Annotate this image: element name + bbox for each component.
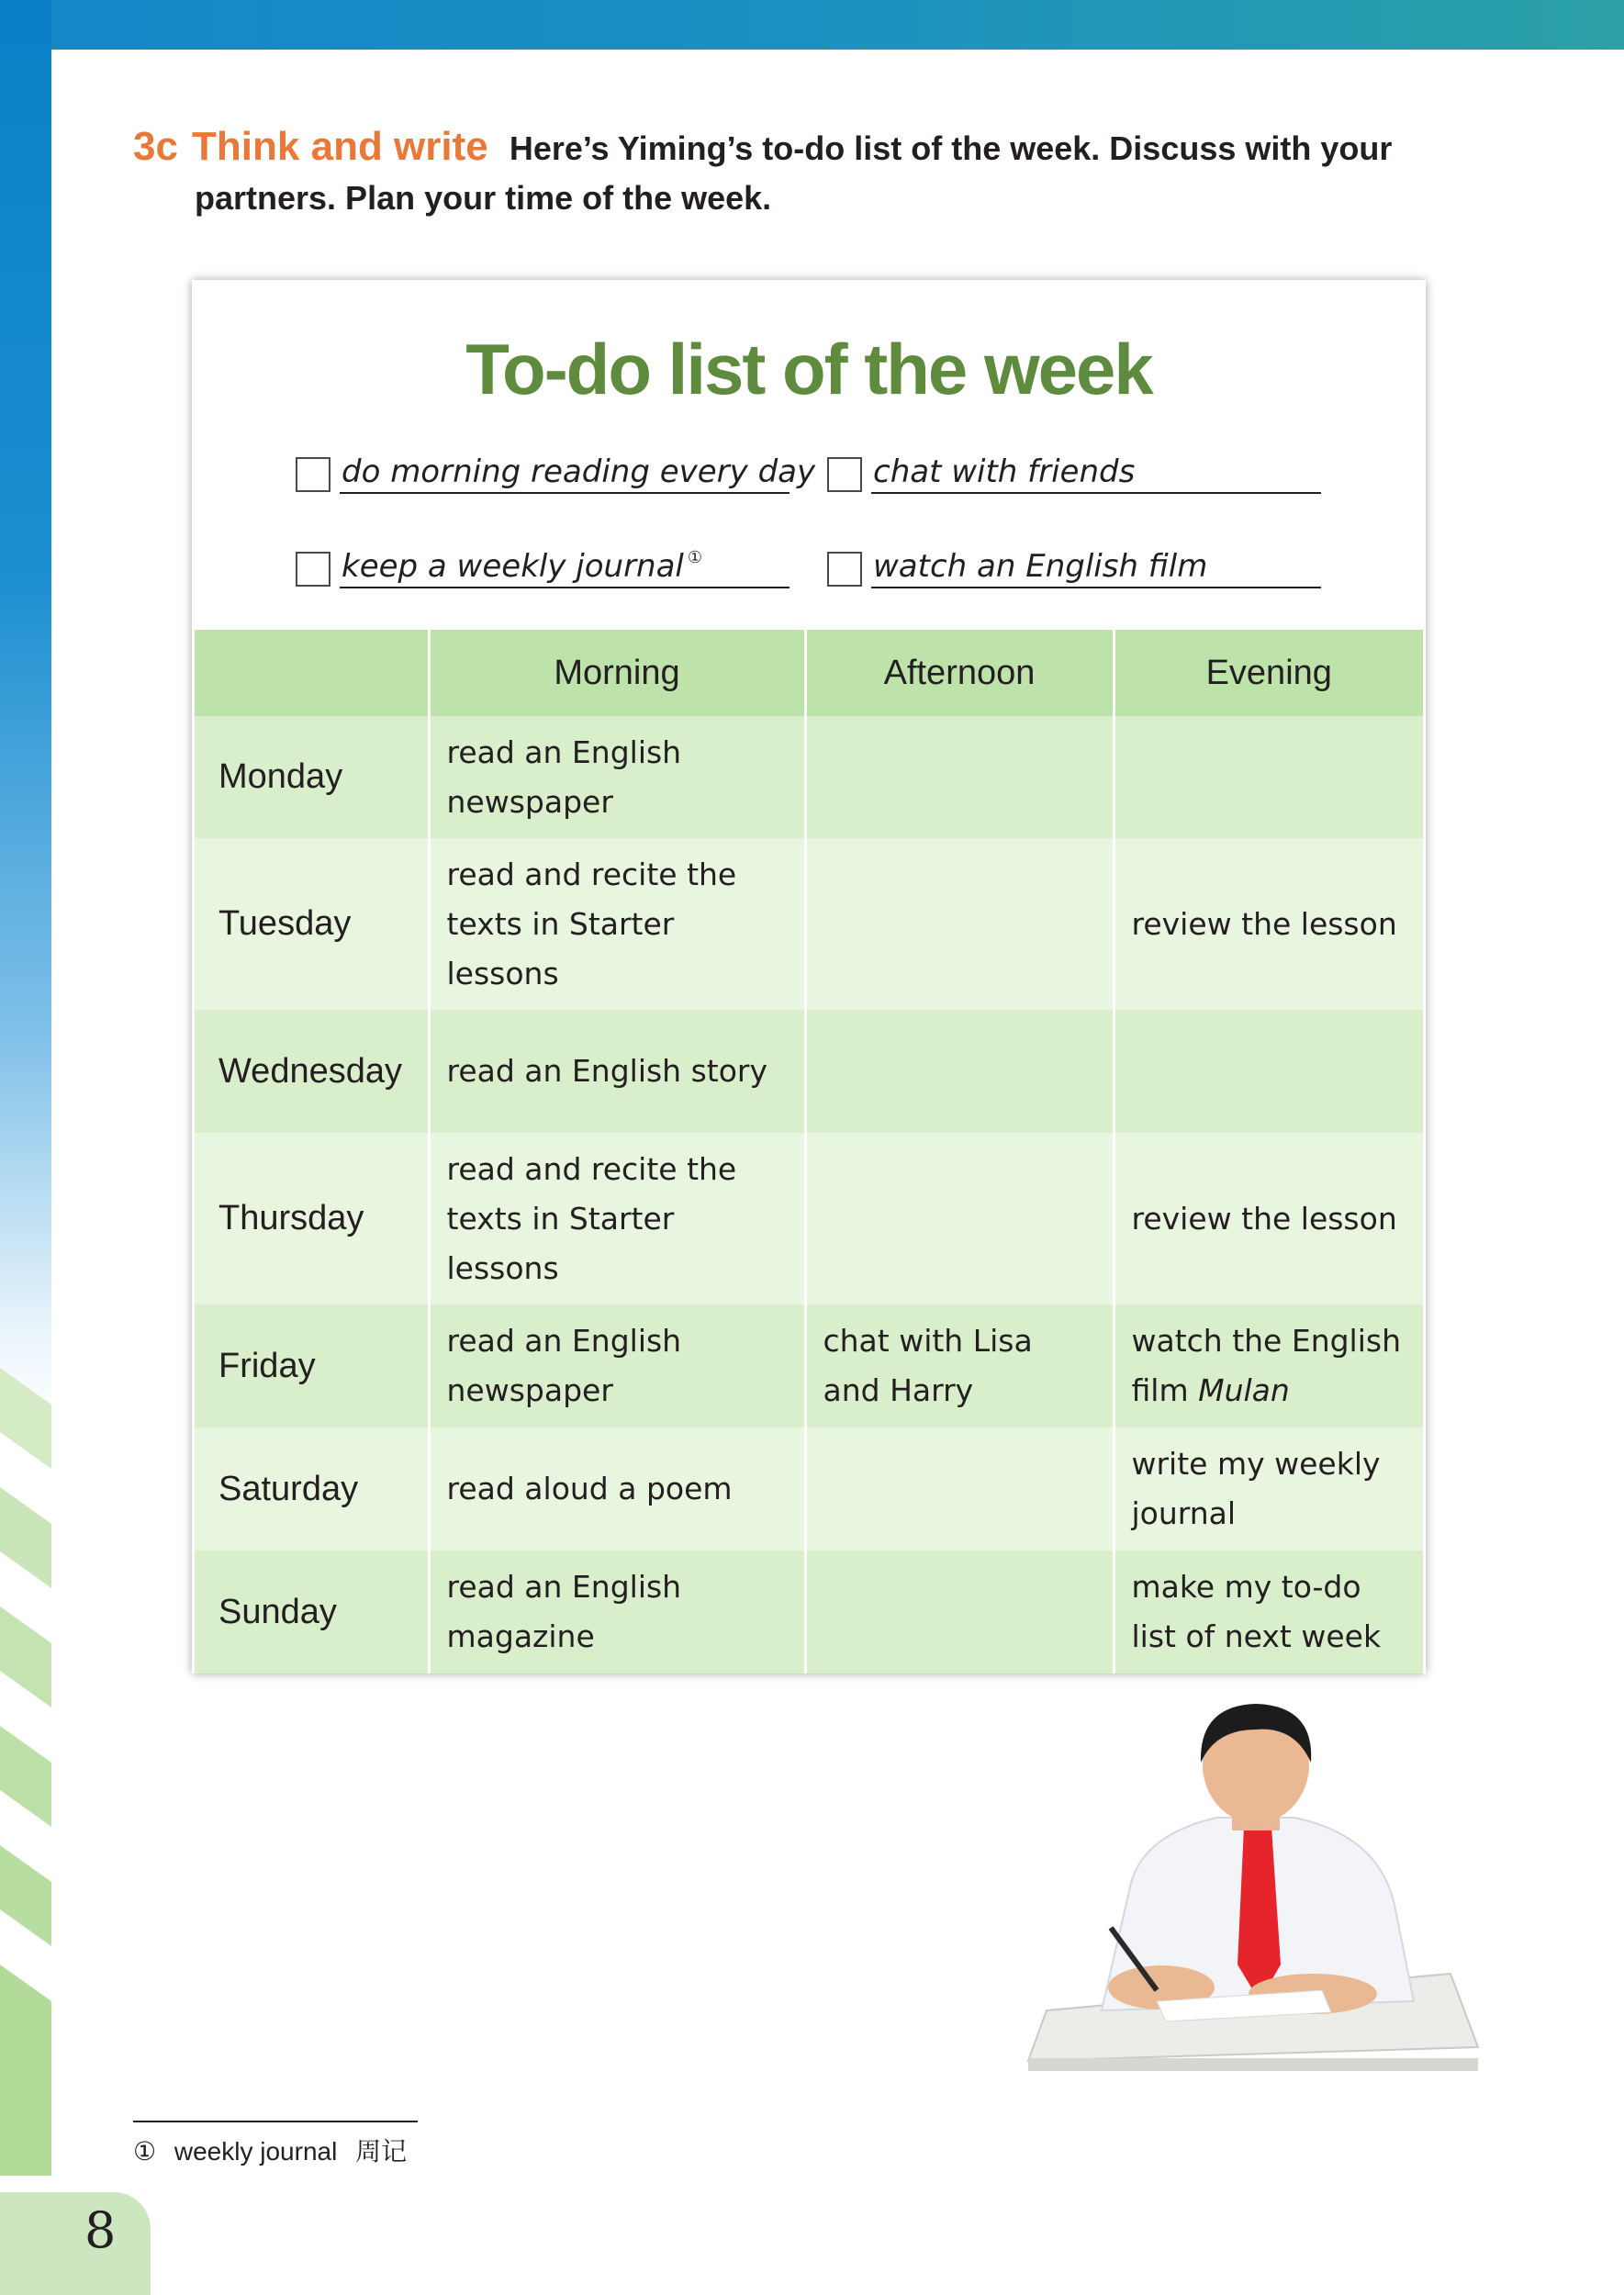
film-title: Mulan <box>1198 1372 1290 1408</box>
morning-cell: read and recite the texts in Starter lessons <box>429 1133 805 1304</box>
todo-item-film <box>827 543 1321 588</box>
footnote-mark: ① <box>687 548 703 567</box>
checkbox[interactable] <box>827 552 862 587</box>
table-row <box>195 716 1423 838</box>
table-row <box>195 1304 1423 1427</box>
todo-card <box>192 280 1426 1674</box>
day-cell: Friday <box>195 1304 429 1427</box>
instruction <box>133 124 1464 218</box>
todo-label: keep a weekly journal ① <box>340 544 790 588</box>
evening-cell <box>1114 716 1423 838</box>
day-cell: Saturday <box>195 1427 429 1551</box>
evening-cell: make my to-do list of next week <box>1114 1551 1423 1674</box>
table-row <box>195 1010 1423 1133</box>
todo-item-chat <box>827 448 1321 494</box>
evening-cell <box>1114 1304 1423 1427</box>
day-cell: Tuesday <box>195 838 429 1010</box>
todo-item-morning-reading <box>296 448 816 494</box>
column-header-day <box>195 630 429 716</box>
page-number: 8 <box>84 2201 117 2259</box>
week-schedule-table <box>195 630 1423 1674</box>
column-header-morning: Morning <box>429 630 805 716</box>
evening-cell: write my weekly journal <box>1114 1427 1423 1551</box>
column-header-afternoon: Afternoon <box>805 630 1114 716</box>
evening-cell: review the lesson <box>1114 1133 1423 1304</box>
evening-text: watch the English film Mulan <box>1131 1323 1402 1408</box>
footnote-rule <box>133 2121 418 2122</box>
morning-cell: read an English story <box>429 1010 805 1133</box>
todo-label: do morning reading every day <box>340 450 790 494</box>
afternoon-cell <box>805 716 1114 838</box>
morning-cell: read an English newspaper <box>429 1304 805 1427</box>
footnote-term: weekly journal <box>174 2137 338 2166</box>
day-cell: Thursday <box>195 1133 429 1304</box>
morning-cell: read an English magazine <box>429 1551 805 1674</box>
table-row <box>195 1133 1423 1304</box>
todo-label: watch an English film <box>871 544 1321 588</box>
afternoon-cell: chat with Lisa and Harry <box>805 1304 1114 1427</box>
day-cell: Monday <box>195 716 429 838</box>
morning-cell: read aloud a poem <box>429 1427 805 1551</box>
evening-cell <box>1114 1010 1423 1133</box>
afternoon-cell <box>805 1010 1114 1133</box>
exercise-number: 3c <box>133 124 178 169</box>
footnote-mark: ① <box>133 2137 157 2166</box>
table-row <box>195 1551 1423 1674</box>
exercise-title: Think and write <box>192 124 488 169</box>
evening-cell: review the lesson <box>1114 838 1423 1010</box>
left-green-stripes <box>0 1368 51 2176</box>
checkbox[interactable] <box>827 457 862 492</box>
footnote <box>133 2132 418 2168</box>
top-decor-band <box>0 0 1624 50</box>
student-writing-illustration <box>1019 1698 1496 2075</box>
page-number-tab <box>0 2192 151 2295</box>
column-header-evening: Evening <box>1114 630 1423 716</box>
afternoon-cell <box>805 838 1114 1010</box>
table-row <box>195 1427 1423 1551</box>
checkbox[interactable] <box>296 552 330 587</box>
footnote-translation: 周记 <box>355 2137 408 2166</box>
afternoon-cell <box>805 1133 1114 1304</box>
morning-cell: read and recite the texts in Starter lessons <box>429 838 805 1010</box>
table-row <box>195 838 1423 1010</box>
todo-label: chat with friends <box>871 450 1321 494</box>
day-cell: Sunday <box>195 1551 429 1674</box>
todo-item-journal <box>296 543 790 588</box>
instruction-text-1: Here’s Yiming’s to-do list of the week. Discuss with your <box>509 129 1393 167</box>
instruction-text-2: partners. Plan your time of the week. <box>195 179 772 217</box>
checkbox[interactable] <box>296 457 330 492</box>
afternoon-cell <box>805 1551 1114 1674</box>
card-title: To-do list of the week <box>465 329 1152 409</box>
table-header-row <box>195 630 1423 716</box>
day-cell: Wednesday <box>195 1010 429 1133</box>
morning-cell: read an English newspaper <box>429 716 805 838</box>
afternoon-cell <box>805 1427 1114 1551</box>
